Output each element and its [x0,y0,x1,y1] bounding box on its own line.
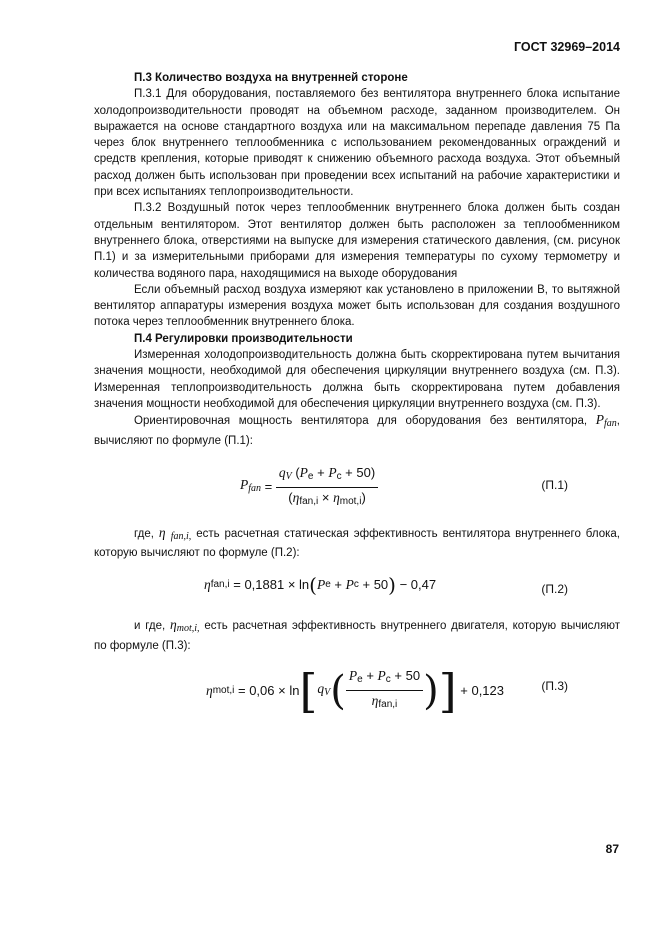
equation-number-p1: (П.1) [541,477,568,492]
symbol-p-fan: $P_{fan}$ [595,412,617,430]
formula-p2: η fan,i = 0,1881 × ln ( P e + P c + 50 ) − 0,47 [204,573,437,598]
page-content [94,70,620,732]
symbol-eta-mot: $\eta_{mot,i,}$ [170,617,200,635]
paragraph-p3-3: Если объемный расход воздуха измеряют как установлено в приложении В, то вытяжной вентилятор аппаратуры измерения воздуха может быть использован для создания воздушного потока через теплообменник внутреннего блока. [94,283,620,329]
symbol-eta-fan: η $_{fan,i,}$ [158,524,192,542]
equation-number-p2: (П.2) [541,582,568,597]
equation-p3 [94,664,620,722]
equation-number-p3: (П.3) [541,679,568,694]
equation-p2 [94,571,620,607]
paragraph-where-1: где, η $_{fan,i,}$ есть расчетная статическая эффективность вентилятора внутреннего блока, которую вычисляют по формуле (П.2): [94,524,620,560]
paragraph-p3-2: П.3.2 Воздушный поток через теплообменник внутреннего блока должен быть создан отдельным вентилятором. Этот вентилятор должен быть расположен за теплообменником внутреннего блока, отверстиями на выпуске для измерения статического давления, (см. рисунок П.1) и за измерительными приборами для измерения температуры по сухому термометру и количества водяного пара, находящимися на выходе оборудования [94,202,620,280]
section-heading-p3: П.3 Количество воздуха на внутренней стороне [134,72,408,84]
paragraph-p3-1: П.3.1 Для оборудования, поставляемого без вентилятора внутреннего блока испытание холодопроизводительности проводят на объемном расходе, заданном производителем. Он выражается на основе стандартного воздуха или на максимальном перепаде давления 75 Па через блок внутреннего теплообменника с использованием рекомендованных ограждений и средств крепления, которые приводят к снижению объемного расхода воздуха. Этот объемный расход должен быть использован при проведении всех испытаний на рабочие характеристики и при всех испытаниях теплопроизводительности. [94,88,620,199]
document-number: ГОСТ 32969–2014 [514,40,620,54]
formula-p1: $P_{fan}$ = $\frac{q_V (P_e + P_c + 50)}{(\eta_{fan,i} \times \eta_{mot,i})}$ [240,465,378,511]
section-heading-p4: П.4 Регулировки производительности [134,332,353,345]
paragraph-p4-2: Ориентировочная мощность вентилятора для оборудования без вентилятора, $P_{fan}$, вычисляют по формуле (П.1): [94,412,620,447]
paragraph-where-2: и где, $\eta_{mot,i,}$ есть расчетная эффективность внутреннего двигателя, которую вычисляют по формуле (П.3): [94,617,620,652]
formula-p3: η mot,i = 0,06 × ln [ $q_V$ ( $\frac{P_e + P_c + 50}{\eta_{fan,i}}$ ) ] + 0,123 [206,663,505,718]
paragraph-p4-1: Измеренная холодопроизводительность должна быть скорректирована путем вычитания значения мощности, необходимой для обеспечения циркуляции внутреннего воздуха (см. П.3). Измеренная теплопроизводительность должна быть скорректирована путем добавления значения мощности необходимой для обеспечения циркуляции внутреннего воздуха (см. П.3). [94,349,620,410]
equation-p1 [94,459,620,515]
page-number: 87 [605,842,619,856]
